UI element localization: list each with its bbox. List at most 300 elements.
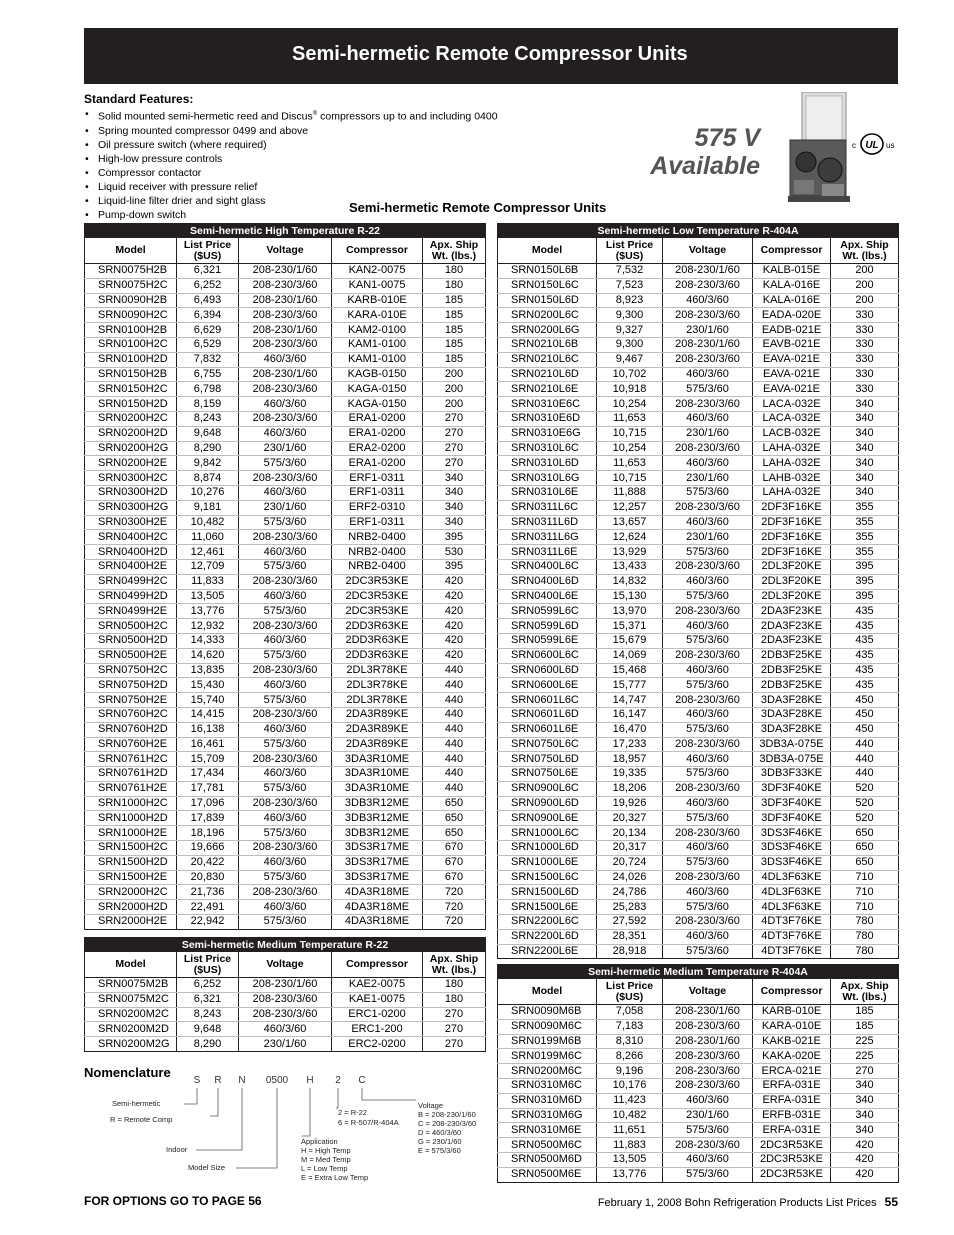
table-row [85,426,486,441]
cell-ship-weight: 520 [831,796,899,811]
cell-voltage: 208-230/3/60 [663,397,753,412]
table-row [498,574,899,589]
cell-model: SRN0100H2B [85,323,177,338]
cell-list-price: 15,468 [597,663,663,678]
cell-model: SRN0761H2C [85,752,177,767]
cell-ship-weight: 710 [831,885,899,900]
cell-ship-weight: 340 [423,515,486,530]
cell-model: SRN0601L6E [498,722,597,737]
cell-compressor: 3DA3R10ME [332,752,423,767]
cell-voltage: 460/3/60 [663,707,753,722]
cell-model: SRN2000H2C [85,885,177,900]
cell-voltage: 208-230/3/60 [663,737,753,752]
cell-ship-weight: 420 [831,1167,899,1182]
cell-compressor: 3DS3F46KE [753,855,831,870]
cell-compressor: 2DC3R53KE [332,589,423,604]
cell-list-price: 13,505 [177,589,239,604]
cell-voltage: 208-230/3/60 [239,337,332,352]
table-row [498,323,899,338]
cell-model: SRN0200H2E [85,456,177,471]
cell-model: SRN0400H2E [85,559,177,574]
cell-model: SRN0750H2E [85,693,177,708]
cell-voltage: 208-230/3/60 [239,278,332,293]
table-row [85,604,486,619]
cell-ship-weight: 670 [423,841,486,856]
cell-ship-weight: 670 [423,870,486,885]
cell-voltage: 460/3/60 [239,633,332,648]
cell-voltage: 208-230/3/60 [239,841,332,856]
cell-ship-weight: 440 [423,781,486,796]
cell-ship-weight: 435 [831,678,899,693]
cell-model: SRN0300H2D [85,485,177,500]
cell-compressor: 3DF3F40KE [753,796,831,811]
cell-model: SRN0900L6C [498,781,597,796]
cell-ship-weight: 720 [423,915,486,930]
cell-voltage: 208-230/3/60 [663,1078,753,1093]
cell-ship-weight: 420 [423,633,486,648]
table-row [498,441,899,456]
cell-voltage: 575/3/60 [663,722,753,737]
cell-model: SRN0200M2D [85,1022,177,1037]
cell-list-price: 27,592 [597,915,663,930]
table-row [85,500,486,515]
cell-voltage: 208-230/3/60 [239,619,332,634]
table-row [498,397,899,412]
cell-model: SRN2200L6C [498,915,597,930]
table-row [85,367,486,382]
cell-ship-weight: 270 [423,411,486,426]
cell-voltage: 460/3/60 [239,352,332,367]
cell-model: SRN1500H2D [85,855,177,870]
cell-list-price: 6,252 [177,978,239,993]
cell-list-price: 24,786 [597,885,663,900]
feature-item [84,166,544,180]
nom-voltage-1: B = 208-230/1/60 [418,1110,476,1119]
cell-list-price: 10,702 [597,367,663,382]
cell-model: SRN0499H2D [85,589,177,604]
cell-model: SRN0311L6C [498,500,597,515]
cell-compressor: KAGA-0150 [332,397,423,412]
column-header-voltage: Voltage [239,952,332,978]
cell-voltage: 208-230/3/60 [663,500,753,515]
cell-ship-weight: 650 [831,855,899,870]
column-header-voltage: Voltage [239,238,332,264]
cell-compressor: KAKA-020E [753,1049,831,1064]
cell-list-price: 17,233 [597,737,663,752]
table-row [498,456,899,471]
cell-list-price: 11,060 [177,530,239,545]
cell-voltage: 208-230/1/60 [239,323,332,338]
nom-model-size: 0500 [265,1075,289,1086]
cell-voltage: 208-230/3/60 [239,885,332,900]
cell-voltage: 575/3/60 [239,781,332,796]
cell-compressor: LACA-032E [753,411,831,426]
table-row [85,293,486,308]
cell-ship-weight: 270 [423,1007,486,1022]
cell-compressor: ERF2-0310 [332,500,423,515]
cell-ship-weight: 435 [831,604,899,619]
cell-compressor: 2DC3R53KE [753,1138,831,1153]
cell-compressor: 3DB3A-075E [753,737,831,752]
cell-compressor: 3DS3F46KE [753,841,831,856]
cell-compressor: LAHB-032E [753,471,831,486]
nom-letter-h: H [306,1075,314,1086]
nomenclature-title: Nomenclature [84,1065,171,1080]
table-row [498,337,899,352]
cell-model: SRN0900L6E [498,811,597,826]
table-row [85,382,486,397]
cell-model: SRN0210L6D [498,367,597,382]
cell-model: SRN1000H2D [85,811,177,826]
cell-compressor: 3DB3A-075E [753,752,831,767]
cell-model: SRN0400H2C [85,530,177,545]
cell-list-price: 14,832 [597,574,663,589]
cell-list-price: 19,335 [597,767,663,782]
cell-list-price: 21,736 [177,885,239,900]
cell-compressor: 3DA3F28KE [753,722,831,737]
feature-text: High-low pressure controls [98,152,223,165]
table-row [85,737,486,752]
cell-list-price: 10,254 [597,441,663,456]
cell-compressor: 3DS3R17ME [332,841,423,856]
cell-compressor: ERA2-0200 [332,441,423,456]
cell-list-price: 11,883 [597,1138,663,1153]
cell-voltage: 460/3/60 [239,426,332,441]
cell-list-price: 15,709 [177,752,239,767]
nom-refrigerant-0: 2 = R-22 [338,1108,367,1117]
column-header-compressor: Compressor [332,952,423,978]
table-row [498,367,899,382]
cell-compressor: KARB-010E [753,1005,831,1020]
cell-model: SRN0150H2C [85,382,177,397]
cell-compressor: NRB2-0400 [332,559,423,574]
cell-compressor: ERA1-0200 [332,426,423,441]
nom-semi-hermetic: Semi-hermetic [112,1099,161,1108]
cell-ship-weight: 650 [423,811,486,826]
cell-list-price: 8,290 [177,441,239,456]
column-header-ship-weight: Apx. Ship Wt. (lbs.) [831,238,899,264]
column-header-model: Model [498,979,597,1005]
cell-list-price: 10,176 [597,1078,663,1093]
cell-model: SRN0199M6C [498,1049,597,1064]
table-row [498,1019,899,1034]
cell-voltage: 230/1/60 [663,426,753,441]
cell-list-price: 22,942 [177,915,239,930]
feature-item [84,152,544,166]
table-row [85,456,486,471]
cell-compressor: LAHA-032E [753,441,831,456]
table-row [498,885,899,900]
cell-model: SRN0600L6C [498,648,597,663]
cell-model: SRN0750L6C [498,737,597,752]
cell-compressor: 2DA3R89KE [332,707,423,722]
cell-voltage: 575/3/60 [663,1167,753,1182]
cell-list-price: 10,254 [597,397,663,412]
cell-model: SRN0599L6C [498,604,597,619]
cell-compressor: 2DL3F20KE [753,589,831,604]
cell-model: SRN0300H2G [85,500,177,515]
cell-ship-weight: 180 [423,278,486,293]
table-high-temp-r22 [84,223,486,930]
table-row [85,826,486,841]
cell-ship-weight: 200 [831,278,899,293]
cell-ship-weight: 340 [831,1123,899,1138]
cell-model: SRN0400L6C [498,559,597,574]
table-row [498,1049,899,1064]
cell-model: SRN0075H2B [85,264,177,279]
cell-list-price: 20,327 [597,811,663,826]
cell-model: SRN0599L6D [498,619,597,634]
cell-voltage: 460/3/60 [663,574,753,589]
cell-compressor: 2DF3F16KE [753,515,831,530]
feature-text: Pump-down switch [98,208,187,221]
cell-voltage: 230/1/60 [239,1037,332,1052]
table-row [85,308,486,323]
nom-refrigerant-1: 6 = R-507/R-404A [338,1118,399,1127]
cell-model: SRN0599L6E [498,633,597,648]
cell-model: SRN0150L6B [498,264,597,279]
cell-ship-weight: 185 [831,1005,899,1020]
cell-compressor: LACA-032E [753,397,831,412]
table-row [498,485,899,500]
cell-ship-weight: 450 [831,693,899,708]
cell-voltage: 460/3/60 [663,796,753,811]
cell-compressor: 2DL3R78KE [332,678,423,693]
cell-voltage: 575/3/60 [663,589,753,604]
column-header-ship-weight: Apx. Ship Wt. (lbs.) [831,979,899,1005]
cell-voltage: 208-230/3/60 [663,441,753,456]
nom-application-0: Application [301,1137,338,1146]
table-row [85,752,486,767]
cell-voltage: 575/3/60 [663,900,753,915]
cell-compressor: KAE2-0075 [332,978,423,993]
cell-list-price: 9,300 [597,337,663,352]
column-header-voltage: Voltage [663,238,753,264]
cell-list-price: 16,461 [177,737,239,752]
cell-voltage: 460/3/60 [663,619,753,634]
cell-compressor: KAKB-021E [753,1034,831,1049]
feature-text: Compressor contactor [98,166,202,179]
cell-list-price: 20,317 [597,841,663,856]
cell-model: SRN2200L6D [498,929,597,944]
cell-ship-weight: 395 [423,530,486,545]
cell-list-price: 8,923 [597,293,663,308]
cell-list-price: 7,532 [597,264,663,279]
cell-compressor: 4DL3F63KE [753,885,831,900]
cell-ship-weight: 200 [831,293,899,308]
cell-list-price: 22,491 [177,900,239,915]
cell-model: SRN0310L6E [498,485,597,500]
cell-ship-weight: 185 [423,323,486,338]
cell-ship-weight: 340 [831,1093,899,1108]
table-row [85,841,486,856]
cell-voltage: 208-230/3/60 [663,915,753,930]
cell-voltage: 208-230/3/60 [239,530,332,545]
cell-model: SRN0761H2D [85,767,177,782]
registered-mark: ® [312,111,318,117]
cell-ship-weight: 420 [423,589,486,604]
cell-model: SRN0311L6E [498,545,597,560]
cell-model: SRN0200L6C [498,308,597,323]
cell-model: SRN0600L6E [498,678,597,693]
cell-voltage: 460/3/60 [239,767,332,782]
cell-compressor: KAN1-0075 [332,278,423,293]
cell-model: SRN0310L6C [498,441,597,456]
cell-ship-weight: 395 [831,574,899,589]
cell-list-price: 12,709 [177,559,239,574]
cell-voltage: 208-230/3/60 [663,559,753,574]
cell-list-price: 8,243 [177,1007,239,1022]
table-row [498,293,899,308]
cell-voltage: 575/3/60 [239,456,332,471]
cell-model: SRN0090M6C [498,1019,597,1034]
table-row [85,796,486,811]
cell-list-price: 15,430 [177,678,239,693]
cell-compressor: 3DB3F33KE [753,767,831,782]
table-row [498,663,899,678]
column-header-ship-weight: Apx. Ship Wt. (lbs.) [423,952,486,978]
nom-model-size-label: Model Size [188,1163,226,1172]
cell-model: SRN1000L6E [498,855,597,870]
cell-compressor: 3DA3F28KE [753,707,831,722]
cell-voltage: 460/3/60 [663,293,753,308]
table-row [85,278,486,293]
cell-compressor: LACB-032E [753,426,831,441]
cell-model: SRN0499H2C [85,574,177,589]
cell-voltage: 575/3/60 [663,767,753,782]
cell-voltage: 230/1/60 [663,323,753,338]
cell-list-price: 6,798 [177,382,239,397]
cell-list-price: 14,415 [177,707,239,722]
cell-list-price: 20,830 [177,870,239,885]
cell-model: SRN0760H2D [85,722,177,737]
cell-list-price: 11,423 [597,1093,663,1108]
cell-compressor: 4DL3F63KE [753,900,831,915]
table-row [498,648,899,663]
cell-voltage: 208-230/3/60 [663,693,753,708]
cell-compressor: 2DL3F20KE [753,559,831,574]
cell-ship-weight: 340 [831,471,899,486]
cell-model: SRN0500H2E [85,648,177,663]
cell-model: SRN0310L6D [498,456,597,471]
cell-voltage: 575/3/60 [239,604,332,619]
cell-model: SRN0760H2E [85,737,177,752]
cell-list-price: 16,147 [597,707,663,722]
cell-compressor: ERF1-0311 [332,485,423,500]
table-row [498,1167,899,1182]
cell-compressor: EAVA-021E [753,382,831,397]
table-row [498,900,899,915]
cell-voltage: 208-230/3/60 [663,1138,753,1153]
column-header-list-price: List Price ($US) [597,238,663,264]
cell-list-price: 13,505 [597,1152,663,1167]
table-row [498,619,899,634]
cell-ship-weight: 440 [423,707,486,722]
cell-model: SRN0310E6C [498,397,597,412]
cell-voltage: 575/3/60 [663,545,753,560]
cell-compressor: ERFA-031E [753,1093,831,1108]
cell-voltage: 575/3/60 [663,811,753,826]
cell-compressor: KAM1-0100 [332,352,423,367]
cell-voltage: 575/3/60 [663,678,753,693]
cell-compressor: 4DT3F76KE [753,929,831,944]
cell-ship-weight: 780 [831,944,899,959]
cell-compressor: NRB2-0400 [332,530,423,545]
cell-list-price: 15,130 [597,589,663,604]
column-header-list-price: List Price ($US) [177,952,239,978]
cell-model: SRN0500M6E [498,1167,597,1182]
cell-voltage: 460/3/60 [239,397,332,412]
table-header-row [85,952,486,978]
table-row [85,978,486,993]
cell-list-price: 17,434 [177,767,239,782]
cell-compressor: KAN2-0075 [332,264,423,279]
cell-voltage: 460/3/60 [663,929,753,944]
cell-ship-weight: 340 [831,456,899,471]
cell-model: SRN0150H2D [85,397,177,412]
cell-voltage: 575/3/60 [239,515,332,530]
table-row [85,545,486,560]
cell-voltage: 460/3/60 [239,722,332,737]
cell-voltage: 208-230/3/60 [663,278,753,293]
cell-ship-weight: 340 [831,397,899,412]
nom-letter-r: R [214,1075,222,1086]
table-row [85,633,486,648]
cell-ship-weight: 395 [831,589,899,604]
cell-ship-weight: 340 [831,426,899,441]
publication-info: February 1, 2008 Bohn Refrigeration Products List Prices [597,1197,877,1209]
cell-list-price: 13,776 [597,1167,663,1182]
cell-model: SRN0150H2B [85,367,177,382]
nom-voltage-5: E = 575/3/60 [418,1146,461,1155]
cell-list-price: 6,493 [177,293,239,308]
cell-compressor: 2DB3F25KE [753,663,831,678]
table-row [498,308,899,323]
table-row [85,485,486,500]
cell-model: SRN1500H2E [85,870,177,885]
cell-list-price: 17,096 [177,796,239,811]
cell-model: SRN0750L6D [498,752,597,767]
cell-ship-weight: 330 [831,382,899,397]
nom-voltage-4: G = 230/1/60 [418,1137,462,1146]
table-caption: Semi-hermetic Medium Temperature R-22 [84,937,486,951]
cell-model: SRN0500M6D [498,1152,597,1167]
cell-ship-weight: 435 [831,663,899,678]
cell-compressor: 3DB3R12ME [332,796,423,811]
cell-compressor: ERFA-031E [753,1078,831,1093]
table-medium-temp-r22 [84,937,486,1052]
cell-model: SRN0310E6G [498,426,597,441]
cell-model: SRN0200H2D [85,426,177,441]
cell-compressor: 2DC3R53KE [332,574,423,589]
table-row [85,900,486,915]
table-row [498,1078,899,1093]
cell-ship-weight: 520 [831,811,899,826]
table-header-row [498,238,899,264]
table-row [498,1005,899,1020]
cell-list-price: 11,653 [597,456,663,471]
cell-list-price: 10,715 [597,471,663,486]
cell-list-price: 15,371 [597,619,663,634]
cell-list-price: 15,777 [597,678,663,693]
cell-list-price: 6,529 [177,337,239,352]
table-row [85,855,486,870]
cell-ship-weight: 185 [423,293,486,308]
cell-model: SRN1500H2C [85,841,177,856]
nom-letter-n: N [238,1075,246,1086]
cell-compressor: 2DL3R78KE [332,663,423,678]
cell-voltage: 230/1/60 [663,1108,753,1123]
